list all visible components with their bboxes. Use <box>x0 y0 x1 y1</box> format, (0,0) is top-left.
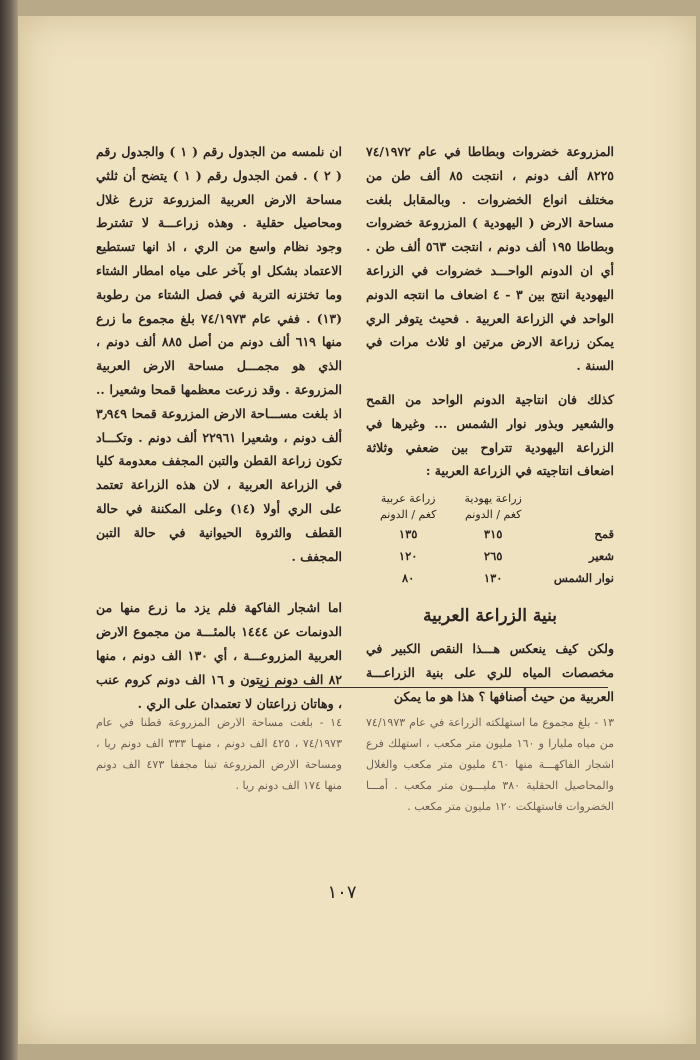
table-row: نوار الشمس ١٣٠ ٨٠ <box>402 571 614 586</box>
crop-yield-table <box>366 491 614 589</box>
left-paragraph-2: اما اشجار الفاكهة فلم يزد ما زرع منها من الدونمات عن ١٤٤٤ بالمئـــة من مجموع الارض العربية المزروعـــة ، أي ١٣٠ الف دونم ، منها ٨٢ الف دونم زيتون و ١٦ الف دونم كروم عنب ، وهاتان زراعتان لا تعتمدان على الري . <box>96 600 342 711</box>
footnote-divider <box>258 687 608 688</box>
table-row: قمح ٣١٥ ١٣٥ <box>398 527 614 542</box>
page-number: ١٠٧ <box>327 882 357 903</box>
left-text-column <box>96 140 342 715</box>
book-binding <box>0 0 18 1060</box>
section-heading: بنية الزراعة العربية <box>423 606 557 627</box>
table-header-row <box>366 491 614 523</box>
right-text-column <box>366 140 614 709</box>
footnote-13: ١٣ - بلغ مجموع ما استهلكته الزراعة في عام ٧٤/١٩٧٣ من مياه مليارا و ١٦٠ مليون متر مكعب ، استهلك فرع اشجار الفاكهـــة منها ٤٦٠ مليون متر مكعب والغلال والمحاصيل الحقلية ٣٨٠ مليـــون متر مكعب . أمـــا الخضروات فاستهلكت ١٢٠ مليون متر مكعب . <box>366 716 615 813</box>
footnote-14: ١٤ - بلغت مساحة الارض المزروعة قطنا في عام ٧٤/١٩٧٣ ، ٤٢٥ الف دونم ، منهـا ٣٣٣ الف دونم ريا ، ومساحة الارض المزروعة تبنا مجففا ٤٧٣ الف دونم منها ١٧٤ الف دونم ريا . <box>96 716 342 792</box>
header-arab: زراعة عربية كغم / الدونم <box>379 492 437 522</box>
header-jewish: زراعة يهودية كغم / الدونم <box>464 492 522 522</box>
left-paragraph-1: ان نلمسه من الجدول رقم ( ١ ) والجدول رقم ( ٢ ) . فمن الجدول رقم ( ١ ) يتضح أن ثلثي مساحة الارض العربية المزروعة تزرع غلال ومحاصيل حقلية . وهذه زراعـــة لا تشترط وجود نظام واسع من الري ، اذ انها تستطيع الاعتماد بشكل او بآخر على مياه امطار الشتاء وما تختزنه التربة في فصل الشتاء من رطوبة (١٣) . ففي عام ٧٤/١٩٧٣ بلغ مجموع ما زرع منها ٦١٩ ألف دونم من أصل ٨٨٥ ألف دونم ، الذي هو مجمـــل مساحة الارض العربية المزروعة . وقد زرعت معظمها قمحا وشعيرا .. اذ بلغت مســـاحة الارض المزروعة قمحا ٣٫٩٤٩ ألف دونم ، وشعيرا ٢٢٩٦١ ألف دونم . وتكـــاد تكون زراعة القطن والتبن المجفف معدومة كليا في الزراعة العربية ، لان هذه الزراعة تعتمد على الري أولا (١٤) وعلى المكننة في حالة القطف والثروة الحيوانية في حالة التبن المجفف . <box>96 144 342 564</box>
right-paragraph-2: كذلك فان انتاجية الدونم الواحد من القمح والشعير وبذور نوار الشمس ... وغيرها في الزراعة اليهودية تتراوح بين ضعفي وثلاثة اضعاف انتاجيته في الزراعة العربية : <box>366 391 614 479</box>
right-paragraph-3: ولكن كيف ينعكس هـــذا النقص الكبير في مخصصات المياه للري على بنية الزراعـــة العربية من حيث أصنافها ؟ هذا هو ما يمكن <box>366 641 614 704</box>
right-paragraph-1: المزروعة خضروات وبطاطا في عام ٧٤/١٩٧٢ ٨٢٢٥ ألف دونم ، انتجت ٨٥ ألف طن من مختلف انواع الخضروات . وبالمقابل بلغت مساحة الارض ( اليهودية ) المزروعة خضروات وبطاطا ١٩٥ ألف دونم ، انتجت ٥٦٣ ألف طن . أي ان الدونم الواحـــد خضروات في الزراعة اليهودية انتج بين ٣ - ٤ اضعاف ما انتجه الدونم الواحد في الزراعة العربية . فحيث يتوفر الري يمكن زراعة الارض مرتين او ثلاث مرات في السنة . <box>366 144 615 374</box>
table-row: شعير ٢٦٥ ١٢٠ <box>398 549 614 564</box>
